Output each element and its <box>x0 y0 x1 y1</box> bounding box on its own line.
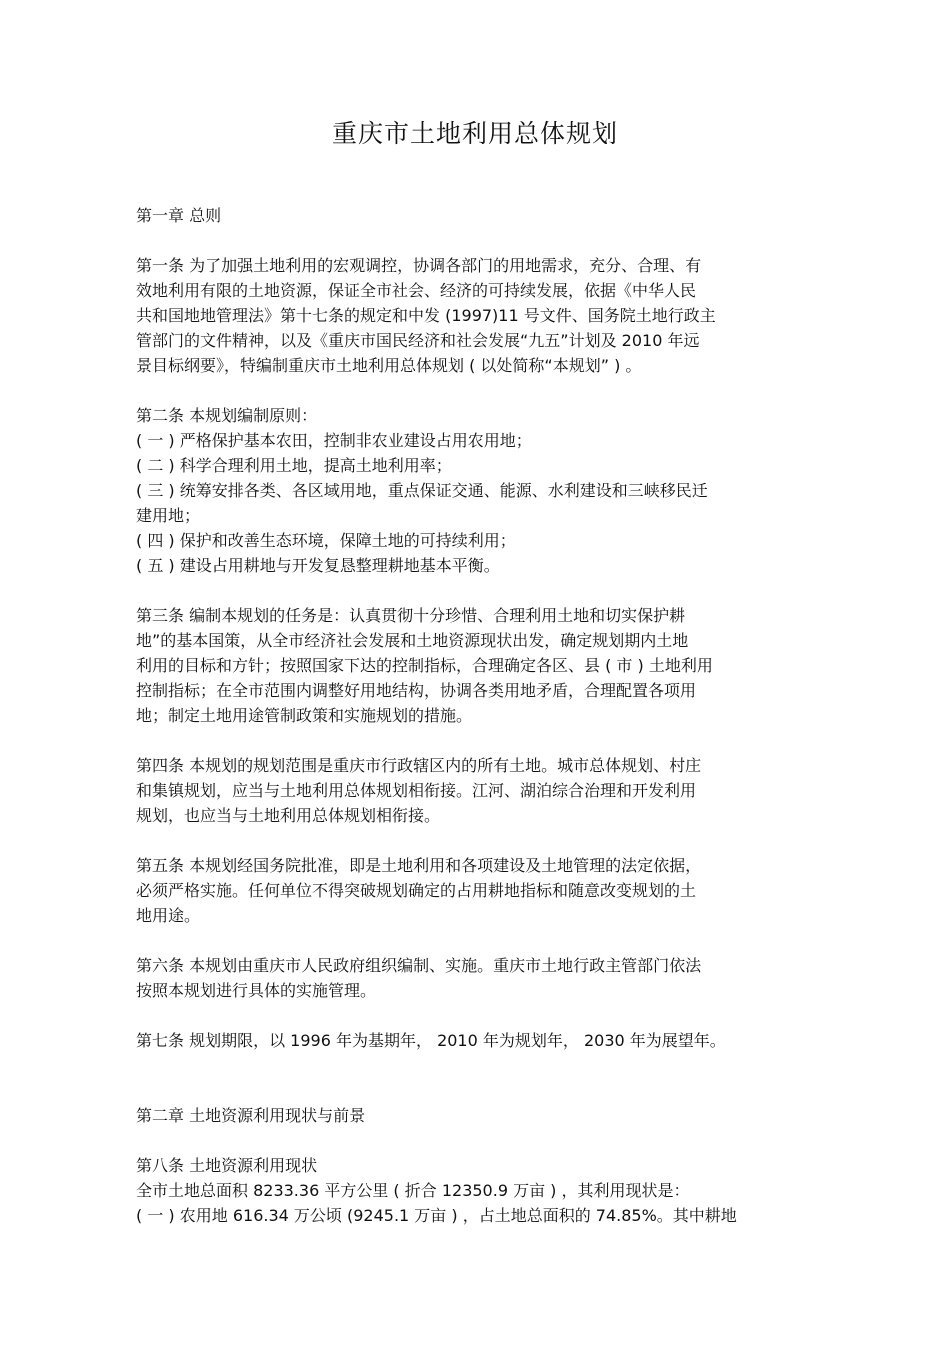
text-line: 景目标纲要》，特编制重庆市土地利用总体规划 ( 以处简称“本规划” ) 。 <box>136 356 642 375</box>
text-line: 效地利用有限的土地资源，保证全市社会、经济的可持续发展，依据《中华人民 <box>136 281 697 300</box>
text-line: 全市土地总面积 8233.36 平方公里 ( 折合 12350.9 万亩 ) ，其利用现状是： <box>136 1181 690 1200</box>
paragraph <box>136 203 836 228</box>
text-line: 第七条 规划期限，以 1996 年为基期年， 2010 年为规划年， 2030 年为展望年。 <box>136 1031 726 1050</box>
text-line: ( 一 ) 农用地 616.34 万公顷 (9245.1 万亩 ) ，占土地总面积的 74.85%。其中耕地 <box>136 1206 737 1225</box>
text-line: 第三条 编制本规划的任务是：认真贯彻十分珍惜、合理利用土地和切实保护耕 <box>136 606 686 625</box>
document-title: 重庆市土地利用总体规划 <box>331 119 618 148</box>
text-line: 地”的基本国策，从全市经济社会发展和土地资源现状出发，确定规划期内土地 <box>136 631 689 650</box>
text-line: 第二条 本规划编制原则： <box>136 406 318 425</box>
paragraph <box>136 753 836 828</box>
paragraph <box>136 853 836 928</box>
text-line: 第一章 总则 <box>136 206 222 225</box>
paragraph <box>136 253 836 378</box>
paragraph-gap <box>136 928 836 953</box>
text-line: 按照本规划进行具体的实施管理。 <box>136 981 377 1000</box>
document-body <box>136 203 836 1228</box>
text-line: 利用的目标和方针；按照国家下达的控制指标，合理确定各区、县 ( 市 ) 土地利用 <box>136 656 713 675</box>
text-line: 第四条 本规划的规划范围是重庆市行政辖区内的所有土地。城市总体规划、村庄 <box>136 756 702 775</box>
text-line: 必须严格实施。任何单位不得突破规划确定的占用耕地指标和随意改变规划的土 <box>136 881 697 900</box>
text-line: 第八条 土地资源利用现状 <box>136 1156 318 1175</box>
paragraph <box>136 1103 836 1128</box>
text-line: 和集镇规划，应当与土地利用总体规划相衔接。江河、湖泊综合治理和开发利用 <box>136 781 697 800</box>
paragraph <box>136 403 836 578</box>
text-line: 管部门的文件精神，以及《重庆市国民经济和社会发展“九五”计划及 2010 年远 <box>136 331 700 350</box>
paragraph <box>136 603 836 728</box>
text-line: ( 二 ) 科学合理利用土地，提高土地利用率； <box>136 456 452 475</box>
paragraph-gap <box>136 378 836 403</box>
text-line: ( 一 ) 严格保护基本农田，控制非农业建设占用农用地； <box>136 431 532 450</box>
text-line: 第六条 本规划由重庆市人民政府组织编制、实施。重庆市土地行政主管部门依法 <box>136 956 702 975</box>
text-line: ( 四 ) 保护和改善生态环境，保障土地的可持续利用； <box>136 531 516 550</box>
text-line: 控制指标；在全市范围内调整好用地结构，协调各类用地矛盾，合理配置各项用 <box>136 681 697 700</box>
text-line: ( 五 ) 建设占用耕地与开发复恳整理耕地基本平衡。 <box>136 556 500 575</box>
text-line: 建用地； <box>136 506 201 525</box>
paragraph <box>136 953 836 1003</box>
paragraph-gap <box>136 728 836 753</box>
paragraph-gap <box>136 1128 836 1153</box>
text-line: 共和国地地管理法》第十七条的规定和中发 (1997)11 号文件、国务院土地行政主 <box>136 306 716 325</box>
paragraph-gap <box>136 1003 836 1028</box>
text-line: 地；制定土地用途管制政策和实施规划的措施。 <box>136 706 473 725</box>
paragraph <box>136 1028 836 1053</box>
paragraph-gap <box>136 1053 836 1103</box>
text-line: 第五条 本规划经国务院批准，即是土地利用和各项建设及土地管理的法定依据， <box>136 856 702 875</box>
text-line: 第一条 为了加强土地利用的宏观调控，协调各部门的用地需求，充分、合理、有 <box>136 256 702 275</box>
text-line: ( 三 ) 统筹安排各类、各区域用地，重点保证交通、能源、水利建设和三峡移民迁 <box>136 481 708 500</box>
paragraph <box>136 1153 836 1228</box>
paragraph-gap <box>136 578 836 603</box>
paragraph-gap <box>136 228 836 253</box>
text-line: 第二章 土地资源利用现状与前景 <box>136 1106 366 1125</box>
text-line: 规划，也应当与土地利用总体规划相衔接。 <box>136 806 441 825</box>
paragraph-gap <box>136 828 836 853</box>
text-line: 地用途。 <box>136 906 201 925</box>
